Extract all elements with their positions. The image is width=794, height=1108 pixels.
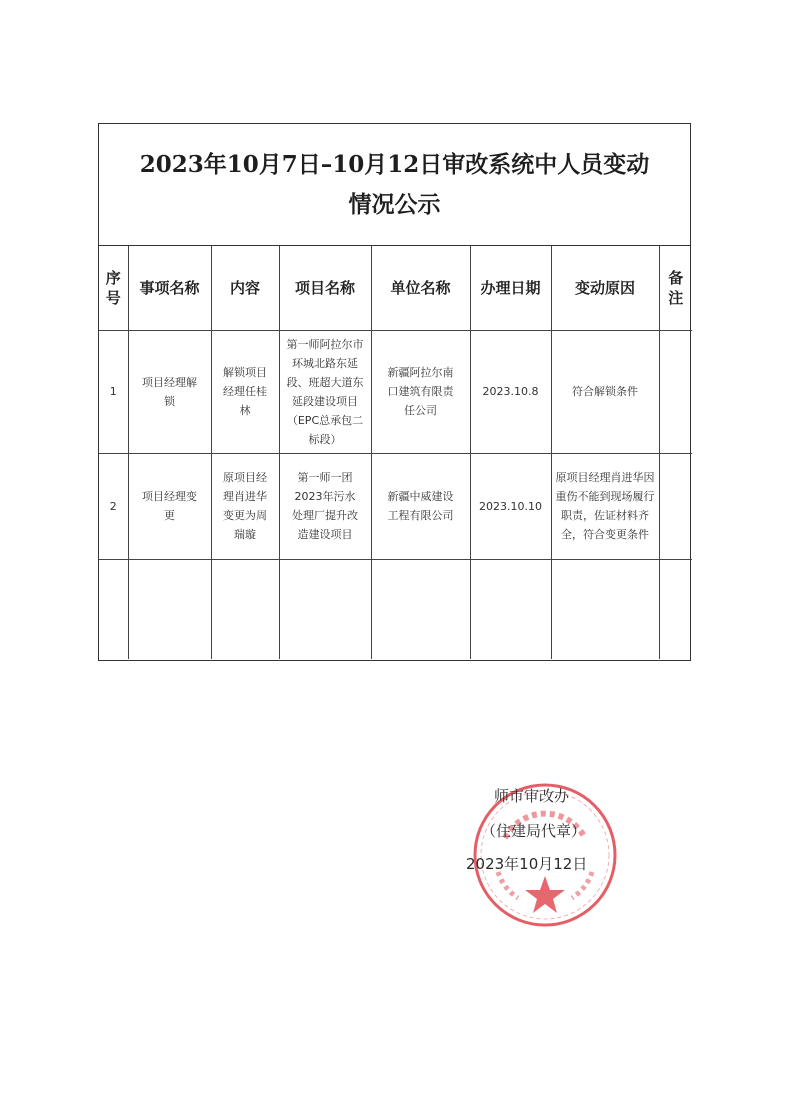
header-date: 办理日期 <box>470 246 551 330</box>
cell-remark <box>659 453 692 559</box>
header-content: 内容 <box>211 246 279 330</box>
cell-content: 解锁项目经理任桂林 <box>211 330 279 453</box>
cell-date: 2023.10.8 <box>470 330 551 453</box>
signature-agency: （住建局代章） <box>481 822 587 840</box>
cell-seq <box>99 559 128 659</box>
cell-unit: 新疆中威建设工程有限公司 <box>371 453 470 559</box>
table-header-row <box>99 246 692 330</box>
table-row <box>99 330 692 453</box>
cell-project: 第一师阿拉尔市环城北路东延段、班超大道东延段建设项目（EPC总承包二标段） <box>279 330 371 453</box>
cell-unit: 新疆阿拉尔南口建筑有限责任公司 <box>371 330 470 453</box>
cell-seq: 2 <box>99 453 128 559</box>
announcement-table <box>98 123 691 661</box>
cell-seq: 1 <box>99 330 128 453</box>
header-remark: 备注 <box>659 246 692 330</box>
cell-reason: 符合解锁条件 <box>551 330 659 453</box>
signature-office: 师市审改办 <box>494 787 570 805</box>
cell-remark <box>659 559 692 659</box>
header-seq: 序号 <box>99 246 128 330</box>
cell-unit <box>371 559 470 659</box>
page-title-continued: 情况公示 <box>348 190 441 218</box>
cell-project <box>279 559 371 659</box>
cell-item: 项目经理解锁 <box>128 330 211 453</box>
header-unit: 单位名称 <box>371 246 470 330</box>
page-title: 2023年10月7日–10月12日审改系统中人员变动 <box>139 150 650 178</box>
cell-project: 第一师一团2023年污水处理厂提升改造建设项目 <box>279 453 371 559</box>
cell-content: 原项目经理肖进华变更为周瑞璇 <box>211 453 279 559</box>
cell-item: 项目经理变更 <box>128 453 211 559</box>
change-table <box>99 246 692 659</box>
cell-content <box>211 559 279 659</box>
cell-remark <box>659 330 692 453</box>
cell-item <box>128 559 211 659</box>
signature-date: 2023年10月12日 <box>466 855 588 873</box>
cell-reason: 原项目经理肖进华因重伤不能到现场履行职责，佐证材料齐全，符合变更条件 <box>551 453 659 559</box>
header-item: 事项名称 <box>128 246 211 330</box>
title-cell <box>99 124 690 246</box>
cell-date: 2023.10.10 <box>470 453 551 559</box>
table-row <box>99 453 692 559</box>
table-row <box>99 559 692 659</box>
cell-date <box>470 559 551 659</box>
header-project: 项目名称 <box>279 246 371 330</box>
cell-reason <box>551 559 659 659</box>
header-reason: 变动原因 <box>551 246 659 330</box>
